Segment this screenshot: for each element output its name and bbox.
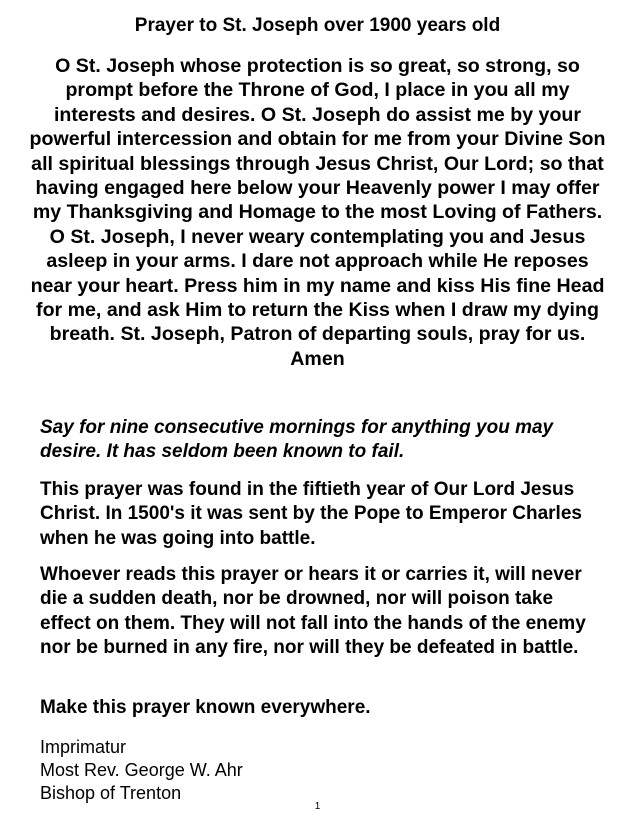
imprimatur-office: Bishop of Trenton xyxy=(40,783,182,803)
make-known-text: Make this prayer known everywhere. xyxy=(40,697,371,718)
history-text: This prayer was found in the fiftieth year of Our Lord Jesus Christ. In 1500's it was sent by the Pope to Emperor Charles when he was going into battle. xyxy=(40,479,582,549)
imprimatur-name: Most Rev. George W. Ahr xyxy=(40,760,243,780)
promise-text: Whoever reads this prayer or hears it or carries it, will never die a sudden death, nor be drowned, nor will poison take effect on them. They will not fall into the hands of the enemy nor be burned in any fire, nor will they be defeated in battle. xyxy=(40,564,586,659)
page-number: 1 xyxy=(314,801,321,812)
imprimatur-block xyxy=(40,736,440,805)
prayer-text: O St. Joseph whose protection is so great, so strong, so prompt before the Throne of God, I place in you all my interests and desires. O St. Joseph do assist me by your powerful intercession and obtain for me from your Divine Son all spiritual blessings through Jesus Christ, Our Lord; so that having engaged here below your Heavenly power I may offer my Thanksgiving and Homage to the most Loving of Fathers. O St. Joseph, I never weary contemplating you and Jesus asleep in your arms. I dare not approach while He reposes near your heart. Press him in my name and kiss His fine Head for me, and ask Him to return the Kiss when I draw my dying breath. St. Joseph, Patron of departing souls, pray for us. Amen xyxy=(29,55,606,370)
imprimatur-label: Imprimatur xyxy=(40,737,127,757)
page-title: Prayer to St. Joseph over 1900 years old xyxy=(134,15,501,36)
instruction-text: Say for nine consecutive mornings for anything you may desire. It has seldom been known to fail. xyxy=(40,417,554,463)
